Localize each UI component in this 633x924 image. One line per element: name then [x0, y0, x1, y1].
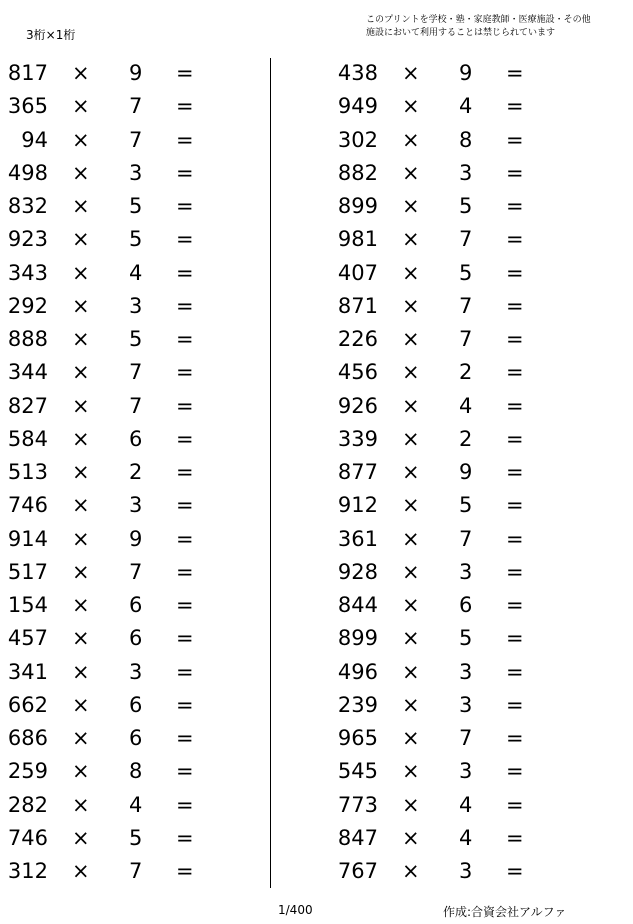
multiplicand: 746: [7, 825, 48, 850]
equals-sign: =: [506, 759, 524, 784]
equals-sign: =: [176, 393, 194, 418]
multiplicand: 226: [337, 327, 378, 351]
equals-sign: =: [176, 859, 194, 883]
multiplier: 2: [129, 460, 143, 484]
multiplier: 7: [459, 293, 473, 318]
times-sign: ×: [402, 859, 420, 883]
times-sign: ×: [72, 393, 90, 418]
times-sign: ×: [402, 293, 420, 318]
worksheet-title: 3桁×1桁: [26, 28, 76, 42]
times-sign: ×: [72, 859, 90, 883]
multiplier: 3: [129, 493, 143, 518]
times-sign: ×: [402, 593, 420, 617]
equals-sign: =: [176, 526, 194, 551]
usage-notice-line-2: 施設において利用することは禁じられています: [366, 28, 556, 38]
equals-sign: =: [506, 194, 524, 218]
times-sign: ×: [402, 759, 420, 784]
equals-sign: =: [506, 426, 524, 451]
times-sign: ×: [402, 659, 420, 684]
times-sign: ×: [402, 626, 420, 651]
multiplier: 5: [129, 825, 143, 850]
equals-sign: =: [176, 493, 194, 518]
equals-sign: =: [506, 659, 524, 684]
multiplicand: 302: [337, 127, 378, 152]
multiplier: 9: [129, 526, 143, 551]
equals-sign: =: [176, 260, 194, 285]
multiplier: 5: [129, 227, 143, 252]
times-sign: ×: [72, 94, 90, 119]
multiplicand: 899: [337, 626, 378, 651]
times-sign: ×: [72, 559, 90, 584]
times-sign: ×: [72, 759, 90, 784]
times-sign: ×: [402, 559, 420, 584]
equals-sign: =: [176, 626, 194, 651]
multiplier: 9: [459, 460, 473, 484]
times-sign: ×: [402, 94, 420, 119]
multiplier: 4: [459, 792, 473, 817]
multiplicand: 517: [7, 559, 48, 584]
multiplier: 3: [459, 659, 473, 684]
equals-sign: =: [506, 360, 524, 385]
multiplier: 6: [129, 593, 143, 617]
multiplicand: 292: [7, 293, 48, 318]
equals-sign: =: [506, 94, 524, 119]
multiplicand: 584: [7, 426, 48, 451]
multiplicand: 239: [337, 692, 378, 717]
multiplier: 7: [459, 726, 473, 750]
equals-sign: =: [176, 127, 194, 152]
equals-sign: =: [506, 227, 524, 252]
multiplicand: 344: [7, 360, 48, 385]
multiplicand: 94: [21, 127, 48, 152]
multiplicand: 686: [7, 726, 48, 750]
multiplicand: 899: [337, 194, 378, 218]
equals-sign: =: [506, 692, 524, 717]
times-sign: ×: [402, 426, 420, 451]
multiplicand: 877: [337, 460, 378, 484]
multiplicand: 365: [7, 94, 48, 119]
equals-sign: =: [176, 759, 194, 784]
multiplicand: 154: [7, 593, 48, 617]
multiplicand: 981: [337, 227, 378, 252]
times-sign: ×: [72, 493, 90, 518]
multiplier: 7: [129, 859, 143, 883]
multiplier: 8: [459, 127, 473, 152]
times-sign: ×: [72, 327, 90, 351]
multiplicand: 498: [7, 160, 48, 185]
multiplicand: 928: [337, 559, 378, 584]
times-sign: ×: [402, 526, 420, 551]
times-sign: ×: [402, 493, 420, 518]
multiplier: 9: [459, 61, 473, 85]
multiplier: 7: [129, 127, 143, 152]
times-sign: ×: [402, 360, 420, 385]
times-sign: ×: [72, 726, 90, 750]
times-sign: ×: [402, 692, 420, 717]
multiplier: 4: [129, 260, 143, 285]
multiplier: 3: [459, 160, 473, 185]
times-sign: ×: [402, 792, 420, 817]
multiplicand: 513: [7, 460, 48, 484]
multiplicand: 844: [337, 593, 378, 617]
multiplier: 3: [459, 859, 473, 883]
equals-sign: =: [176, 227, 194, 252]
equals-sign: =: [506, 859, 524, 883]
equals-sign: =: [176, 825, 194, 850]
multiplicand: 456: [337, 360, 378, 385]
times-sign: ×: [72, 692, 90, 717]
multiplier: 4: [459, 825, 473, 850]
multiplicand: 259: [7, 759, 48, 784]
times-sign: ×: [72, 825, 90, 850]
multiplier: 4: [459, 94, 473, 119]
multiplicand: 923: [7, 227, 48, 252]
times-sign: ×: [402, 825, 420, 850]
multiplicand: 662: [7, 692, 48, 717]
multiplicand: 949: [337, 94, 378, 119]
times-sign: ×: [72, 460, 90, 484]
equals-sign: =: [176, 94, 194, 119]
times-sign: ×: [72, 260, 90, 285]
multiplicand: 496: [337, 659, 378, 684]
equals-sign: =: [176, 792, 194, 817]
times-sign: ×: [72, 61, 90, 85]
multiplicand: 914: [7, 526, 48, 551]
multiplicand: 341: [7, 659, 48, 684]
multiplier: 7: [459, 227, 473, 252]
equals-sign: =: [176, 293, 194, 318]
multiplier: 9: [129, 61, 143, 85]
multiplier: 5: [459, 194, 473, 218]
multiplicand: 457: [7, 626, 48, 651]
times-sign: ×: [402, 227, 420, 252]
multiplier: 3: [129, 160, 143, 185]
equals-sign: =: [176, 692, 194, 717]
multiplier: 6: [129, 726, 143, 750]
multiplicand: 888: [7, 327, 48, 351]
times-sign: ×: [402, 460, 420, 484]
multiplier: 2: [459, 360, 473, 385]
times-sign: ×: [402, 194, 420, 218]
equals-sign: =: [506, 327, 524, 351]
equals-sign: =: [506, 593, 524, 617]
multiplicand: 282: [7, 792, 48, 817]
equals-sign: =: [506, 127, 524, 152]
page-number: 1/400: [278, 903, 313, 917]
equals-sign: =: [506, 526, 524, 551]
multiplier: 6: [129, 426, 143, 451]
equals-sign: =: [176, 593, 194, 617]
multiplier: 3: [129, 293, 143, 318]
equals-sign: =: [506, 726, 524, 750]
times-sign: ×: [72, 659, 90, 684]
equals-sign: =: [506, 559, 524, 584]
multiplier: 5: [459, 493, 473, 518]
equals-sign: =: [176, 460, 194, 484]
usage-notice-line-1: このプリントを学校・塾・家庭教師・医療施設・その他: [366, 15, 591, 25]
times-sign: ×: [72, 160, 90, 185]
multiplicand: 545: [337, 759, 378, 784]
equals-sign: =: [506, 825, 524, 850]
author-credit: 作成:合資会社アルファ: [443, 905, 567, 919]
multiplier: 4: [459, 393, 473, 418]
equals-sign: =: [506, 460, 524, 484]
multiplicand: 361: [337, 526, 378, 551]
equals-sign: =: [506, 160, 524, 185]
multiplicand: 882: [337, 160, 378, 185]
equals-sign: =: [176, 659, 194, 684]
multiplicand: 912: [337, 493, 378, 518]
equals-sign: =: [506, 393, 524, 418]
multiplier: 2: [459, 426, 473, 451]
multiplicand: 965: [337, 726, 378, 750]
times-sign: ×: [402, 726, 420, 750]
multiplier: 7: [129, 559, 143, 584]
multiplier: 3: [459, 692, 473, 717]
multiplicand: 773: [337, 792, 378, 817]
times-sign: ×: [402, 327, 420, 351]
times-sign: ×: [72, 626, 90, 651]
times-sign: ×: [402, 393, 420, 418]
column-divider: [270, 58, 271, 888]
equals-sign: =: [506, 260, 524, 285]
multiplicand: 438: [337, 61, 378, 85]
equals-sign: =: [176, 61, 194, 85]
equals-sign: =: [506, 61, 524, 85]
times-sign: ×: [72, 426, 90, 451]
multiplier: 5: [459, 260, 473, 285]
multiplier: 5: [129, 194, 143, 218]
multiplier: 7: [459, 327, 473, 351]
equals-sign: =: [176, 194, 194, 218]
times-sign: ×: [402, 127, 420, 152]
multiplier: 3: [129, 659, 143, 684]
times-sign: ×: [72, 127, 90, 152]
times-sign: ×: [72, 526, 90, 551]
multiplier: 6: [129, 692, 143, 717]
times-sign: ×: [72, 227, 90, 252]
multiplier: 7: [129, 360, 143, 385]
usage-notice: [366, 14, 591, 40]
times-sign: ×: [72, 293, 90, 318]
equals-sign: =: [176, 360, 194, 385]
times-sign: ×: [402, 160, 420, 185]
multiplicand: 407: [337, 260, 378, 285]
multiplicand: 339: [337, 426, 378, 451]
times-sign: ×: [72, 194, 90, 218]
multiplier: 3: [459, 559, 473, 584]
multiplicand: 926: [337, 393, 378, 418]
multiplier: 7: [459, 526, 473, 551]
equals-sign: =: [176, 327, 194, 351]
times-sign: ×: [402, 260, 420, 285]
multiplicand: 871: [337, 293, 378, 318]
multiplicand: 817: [7, 61, 48, 85]
multiplier: 7: [129, 393, 143, 418]
multiplicand: 767: [337, 859, 378, 883]
multiplicand: 746: [7, 493, 48, 518]
multiplier: 7: [129, 94, 143, 119]
multiplier: 4: [129, 792, 143, 817]
times-sign: ×: [402, 61, 420, 85]
equals-sign: =: [506, 792, 524, 817]
multiplier: 5: [459, 626, 473, 651]
multiplier: 6: [459, 593, 473, 617]
equals-sign: =: [506, 293, 524, 318]
multiplicand: 847: [337, 825, 378, 850]
equals-sign: =: [176, 426, 194, 451]
times-sign: ×: [72, 360, 90, 385]
multiplier: 8: [129, 759, 143, 784]
times-sign: ×: [72, 593, 90, 617]
multiplier: 3: [459, 759, 473, 784]
equals-sign: =: [176, 559, 194, 584]
multiplicand: 827: [7, 393, 48, 418]
multiplier: 6: [129, 626, 143, 651]
equals-sign: =: [176, 160, 194, 185]
times-sign: ×: [72, 792, 90, 817]
multiplicand: 343: [7, 260, 48, 285]
equals-sign: =: [506, 493, 524, 518]
multiplicand: 832: [7, 194, 48, 218]
equals-sign: =: [176, 726, 194, 750]
multiplicand: 312: [7, 859, 48, 883]
multiplier: 5: [129, 327, 143, 351]
equals-sign: =: [506, 626, 524, 651]
